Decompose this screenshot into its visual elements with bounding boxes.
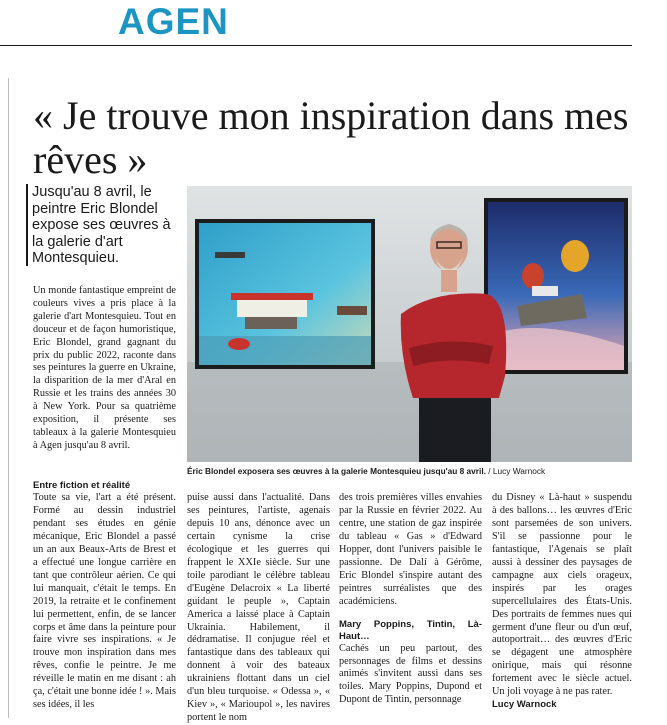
- article-photo: [187, 186, 632, 462]
- article-column-4: [492, 492, 632, 712]
- subhead-mary-poppins: Mary Poppins, Tintin, Là-Haut…: [339, 618, 482, 642]
- article-lead: Jusqu'au 8 avril, le peintre Eric Blondel expose ses œuvres à la galerie d'art Montesquieu.: [32, 184, 171, 266]
- article-column-1: [33, 480, 176, 712]
- column-3-text-b: Cachés un peu partout, des personnages de films et dessins animés s'invitent aussi dans ses toiles. Mary Poppins, Dupond et Dupont de Tintin, personnage: [339, 642, 482, 706]
- column-4-text: du Disney « Là-haut » suspendu à des ballons… les œuvres d'Eric sont parsemées de son univers. S'il se passionne pour le fantastique, l'Agenais se plaît aussi à dessiner des paysages de campagne aux ciels orageux, inspirés par les orages supercellulaires des États-Unis. Des portraits de femmes nues qui germent d'une fleur ou d'un œuf, autoportrait… des œuvres d'Eric se dégagent une atmosphère onirique, mais qui résonne fortement avec le siècle actuel. Un joli voyage à ne pas rater.: [492, 492, 632, 698]
- lead-rule: [26, 184, 28, 266]
- article-intro: Un monde fantastique empreint de couleurs vives a pris place à la galerie d'art Montesquieu. Tout en douceur et de façon humoristique, Eric Blondel, grand gagnant du prix du public 2022, raconte dans ses peintures la guerre en Ukraine, la disparition de la mer d'Aral en Russie et les trains des années 30 à New York. Pour sa quatrième exposition, il présente ses tableaux à la galerie Montesquieu à Agen jusqu'au 8 avril.: [33, 285, 176, 451]
- subhead-fiction: Entre fiction et réalité: [33, 480, 131, 491]
- article-column-3: [339, 492, 482, 707]
- column-2-text: puise aussi dans l'actualité. Dans ses peintures, l'artiste, agenais depuis 10 ans, dénonce avec un certain cynisme la crise écologique et les guerres qui frappent le XXIe siècle. Sur une toile parodiant le célèbre tableau d'Eugène Delacroix « La liberté guidant le peuple », Captain America a laissé place à Captain Ukrainia. Habilement, il dédramatise. Il conjugue réel et fantastique dans des tableaux qui donnent à voir des bateaux ukrainiens flottant dans un ciel d'un bleu turquoise. « Odessa », « Kiev », « Marioupol », les navires portent le nom: [187, 492, 330, 724]
- section-divider: [0, 45, 632, 46]
- photo-credit: / Lucy Warnock: [488, 466, 546, 476]
- article-byline: Lucy Warnock: [492, 699, 557, 711]
- column-3-text: des trois premières villes envahies par la Russie en février 2022. Au centre, une station de gaz inspirée du tableau « Gas » d'Edward Hopper, dont l'univers paisible le passionne. De Dalí à Gérôme, Eric Blondel s'inspire autant des peintres surréalistes que des académiciens.: [339, 492, 482, 607]
- left-column-rule: [8, 78, 9, 718]
- caption-text: Éric Blondel exposera ses œuvres à la galerie Montesquieu jusqu'au 8 avril.: [187, 466, 486, 476]
- gallery-photo-illustration: [187, 186, 632, 462]
- article-headline: « Je trouve mon inspiration dans mes rêves »: [33, 93, 629, 182]
- column-1-text: Toute sa vie, l'art a été présent. Formé au dessin industriel pendant ses études en génie mécanique, Eric Blondel a passé un an aux Beaux-Arts de Brest et a effectué une longue carrière en tant que contrôleur aérien. Ce qui lui manquait, c'était le temps. En 2019, la retraite et le confinement lui permettent, enfin, de se lancer corps et âme dans la peinture pour faire vivre ses inspirations. « Je trouve mon inspiration dans mes rêves, confie le peintre. Je me réveille le matin en me disant : ah ça, c'était une bonne idée ! ». Mais ses idées, il les: [33, 492, 176, 711]
- photo-caption: [187, 466, 632, 477]
- section-title: AGEN: [118, 1, 229, 42]
- article-column-2: [187, 492, 330, 725]
